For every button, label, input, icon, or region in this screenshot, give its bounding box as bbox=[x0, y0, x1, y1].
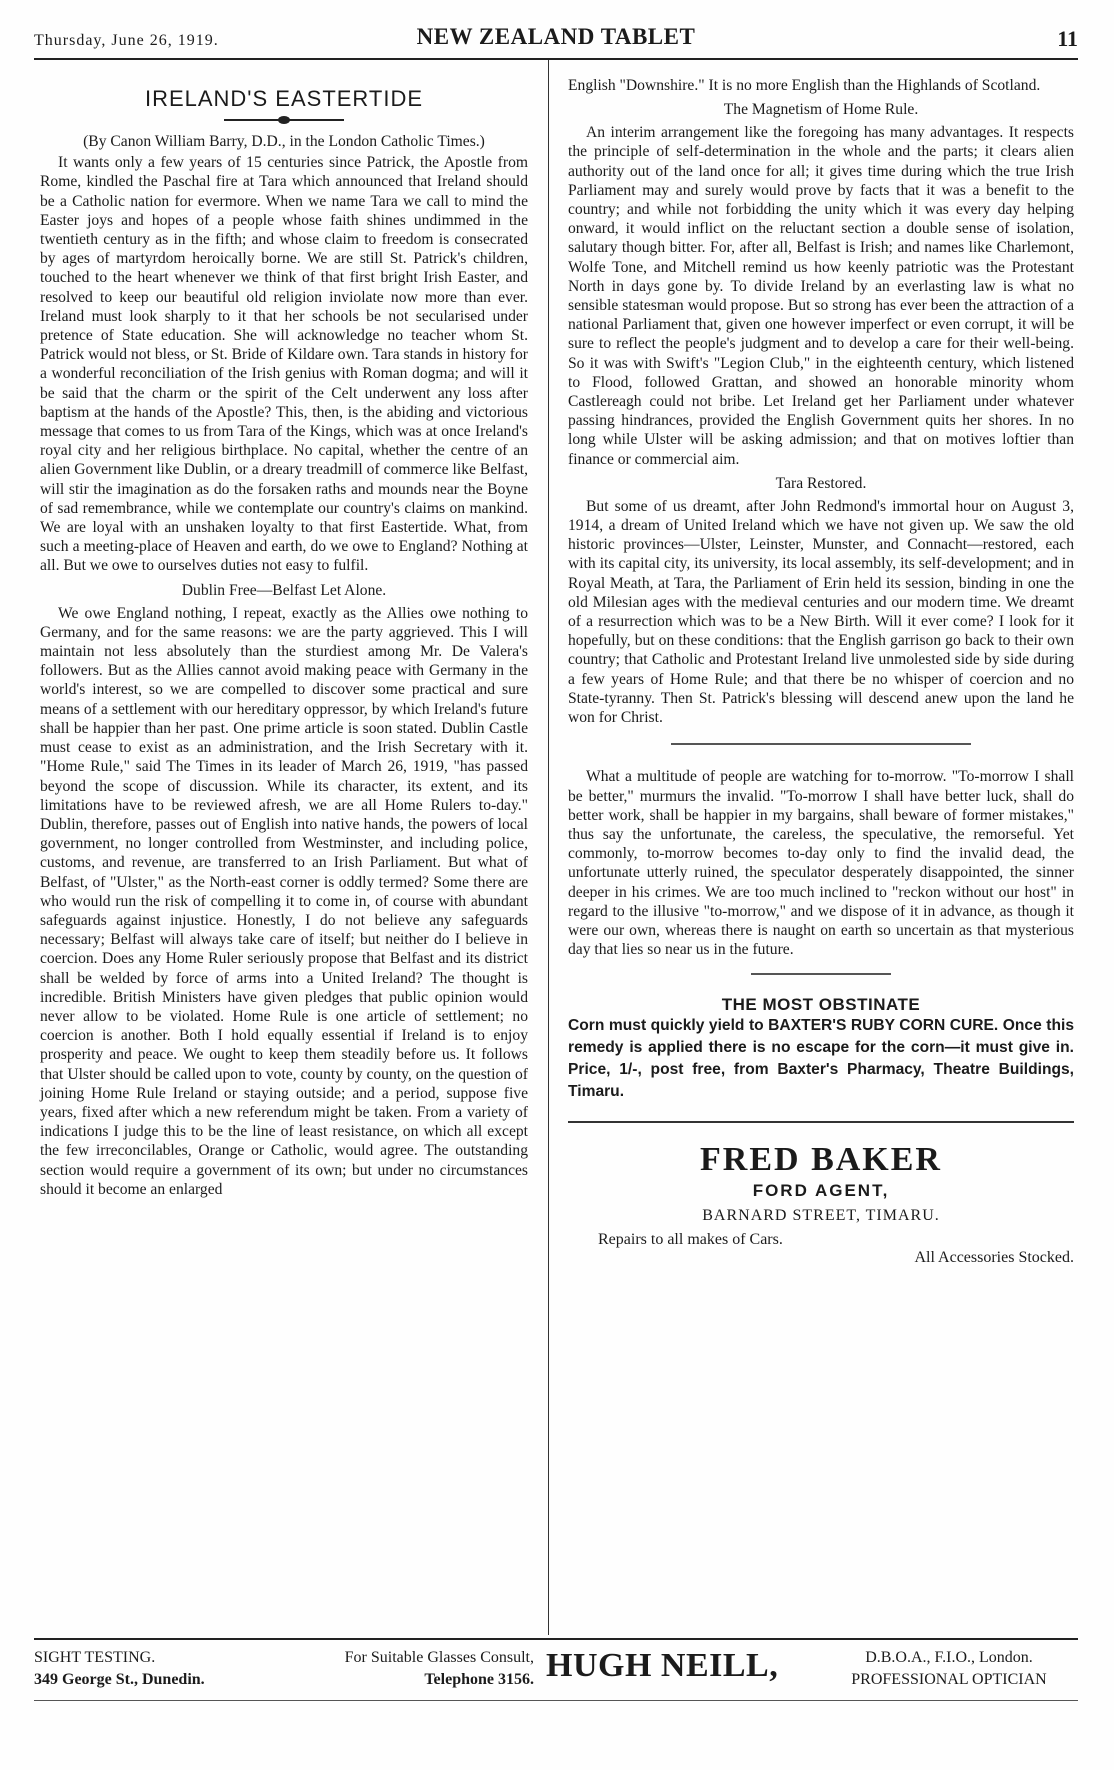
sight-testing: SIGHT TESTING. bbox=[34, 1649, 156, 1666]
optician-address: 349 George St., Dunedin. bbox=[34, 1671, 205, 1688]
filler-paragraph: What a multitude of people are watching for to-morrow. "To-morrow I shall be better," murmurs the invalid. "To-morrow I shall have better luck, shall do better work, shall be happier in my bargains, shall beware of former mistakes," thus say the unfortunate, the careless, the speculative, the remorseful. Yet commonly, to-morrow becomes to-day only to find the invalid dead, the unfortunate utterly ruined, the speculator desperately disappointed, the sinner deeper in his crimes. We are too much inclined to "reckon without our host" in regard to the illusive "to-morrow," and we dispose of it in advance, as though it were our own, whereas there is naught on earth so uncertain as that mysterious day that lies so near us in the future. bbox=[568, 768, 1074, 959]
article-paragraph: But some of us dreamt, after John Redmond's immortal hour on August 3, 1914, a dream of United Ireland which we have not given up. We saw the old historic provinces—Ulster, Leinster, Munster, and Connacht—restored, each with its capital city, its university, its local assembly, its self-development; and in Royal Meath, at Tara, the Parliament of Erin held its session, binding in one the old Milesian ages with the medieval centuries and our modern time. We dreamt of a resurrection which was to be a New Birth. Will it ever come? I look for it hopefully, but on these conditions: that the English garrison go back to their own country; that Catholic and Protestant Ireland live unmolested side by side during a few years of Home Rule; and that there be no whisper of coercion and no State-tyranny. Then St. Patrick's blessing will descend anew upon the land he won for Christ. bbox=[568, 497, 1074, 727]
baxter-ad-title: THE MOST OBSTINATE bbox=[721, 995, 921, 1015]
subhead-dublin: Dublin Free—Belfast Let Alone. bbox=[181, 581, 387, 599]
fred-baker-advertisement bbox=[568, 1141, 1074, 1267]
ad-rule bbox=[568, 1121, 1074, 1123]
masthead bbox=[34, 24, 1078, 54]
fred-baker-accessories: All Accessories Stocked. bbox=[914, 1249, 1074, 1267]
baxter-advertisement bbox=[568, 995, 1074, 1103]
footer-left bbox=[34, 1647, 534, 1691]
column-divider bbox=[548, 60, 549, 1635]
article-headline: IRELAND'S EASTERTIDE bbox=[144, 86, 424, 111]
optician-name: HUGH NEILL, bbox=[546, 1647, 779, 1684]
optician-credentials: D.B.O.A., F.I.O., London. bbox=[865, 1649, 1033, 1666]
baxter-ad-body: Corn must quickly yield to BAXTER'S RUBY CORN CURE. Once this remedy is applied there is no escape for the corn—it must give in. Price, 1/-, post free, from Baxter's Pharmacy, Theatre Buildings, Timaru. bbox=[568, 1017, 1074, 1101]
optician-telephone: Telephone 3156. bbox=[424, 1671, 534, 1688]
article-paragraph: An interim arrangement like the foregoing has many advantages. It respects the principle of self-determination in the whole and the parts; it clears alien authority out of the land once for all; it gives time during which the true Irish Parliament may and surely would prove by facts that it was a benefit to the country; and while not forbidding the unity which it was every day helping onward, it would inflict on the reluctant section a double sense of isolation, salutary though bitter. For, after all, Belfast is Irish; and names like Charlemont, Wolfe Tone, and Mitchell remind us how keenly patriotic was the Protestant North in days gone by. To divide Ireland by an everlasting law is what no sensible statesman would propose. But so strong has ever been the attraction of a national Parliament that, given one however imperfect or even corrupt, it will be sure to reflect the people's judgment and to develop a care for their well-being. So it was with Swift's "Legion Club," in the eighteenth century, which listened to Flood, followed Grattan, and showed an honorable minority whom Castlereagh could not bribe. Let Ireland get her Parliament under whatever passing hindrances, provided the English Government quits her shores. In no long while Ulster will be asking admission; and that on motives loftier than finance or commercial aim. bbox=[568, 124, 1074, 468]
fred-baker-address: BARNARD STREET, TIMARU. bbox=[702, 1207, 940, 1225]
subhead-magnetism: The Magnetism of Home Rule. bbox=[723, 101, 919, 119]
article-paragraph: We owe England nothing, I repeat, exactly as the Allies owe nothing to Germany, and for the same reasons: we are the party aggrieved. This I will maintain not less absolutely than the sturdiest among Mr. De Valera's followers. But as the Allies cannot avoid making peace with Germany in the world's interest, so we are compelled to discover some practical and sure means of a settlement with our hereditary oppressor, by which Ireland's future shall be happier than her past. One prime article is soon stated. Dublin Castle must cease to exist as an administration, and the Irish Secretary with it. "Home Rule," said The Times in its leader of March 26, 1919, "has passed beyond the scope of discussion. While its character, its extent, and its limitations have to be reviewed afresh, we are all Home Rulers to-day." Dublin, therefore, passes out of English into native hands, the powers of local government, no longer controlled from Westminster, and including police, customs, and revenue, are transferred to an Irish Parliament. But what of Belfast, of "Ulster," as the North-east corner is oddly termed? Some there are who would run the risk of compelling it to come in, of course with abundant safeguards against injustice. Honestly, I do not believe any safeguards necessary; Belfast will always take care of itself; but neither do I believe in coercion. Does any Home Ruler seriously propose that Belfast and its district shall be welded by force of arms into a United Ireland? The thought is incredible. British Ministers have given pledges that public opinion would never allow to be violated. Home Rule is one article of settlement; no coercion is another. Both I hold equally essential if Ireland is to enjoy prosperity and peace. We ought to keep them steadily before us. It follows that Ulster should be called upon to vote, county by county, on the question of joining Home Rule Ireland or staying outside; and a period, suppose five years, fixed after which a new referendum might be taken. From a variety of indications I judge this to be the line of least resistance, on which all except the few irreconcilables, Orange or Catholic, would agree. The outstanding section would require a government of its own; but under no circumstances should it become an enlarged bbox=[40, 604, 528, 1198]
left-column bbox=[40, 80, 528, 1199]
masthead-rule bbox=[34, 58, 1078, 60]
newspaper-title: NEW ZEALAND TABLET bbox=[416, 24, 696, 49]
footer-rule bbox=[34, 1638, 1078, 1640]
fred-baker-repairs: Repairs to all makes of Cars. bbox=[598, 1231, 783, 1249]
article-paragraph: English "Downshire." It is no more English than the Highlands of Scotland. bbox=[568, 77, 1041, 94]
article-byline: (By Canon William Barry, D.D., in the London Catholic Times.) bbox=[83, 133, 485, 150]
bottom-rule bbox=[34, 1700, 1078, 1701]
fred-baker-name: FRED BAKER bbox=[700, 1141, 942, 1179]
footer-right bbox=[820, 1647, 1078, 1691]
issue-date: Thursday, June 26, 1919. bbox=[34, 32, 219, 49]
fred-baker-subtitle: FORD AGENT, bbox=[752, 1181, 890, 1201]
page-number: 11 bbox=[1057, 26, 1078, 51]
article-paragraph: It wants only a few years of 15 centuries since Patrick, the Apostle from Rome, kindled the Paschal fire at Tara which announced that Ireland should be a Catholic nation for evermore. When we name Tara we call to mind the Easter joys and hopes of a people whose faith shines undimmed in the twentieth century as in the fifth; and whose claim to freedom is consecrated by ages of martyrdom heroically borne. We are still St. Patrick's children, touched to the heart whenever we think of that first bright Irish Easter, and resolved to keep our beautiful old religion inviolate now more than ever. Ireland must look sharply to it that her schools be not secularised under pretence of State education. She will acknowledge no teacher whom St. Patrick would not bless, or St. Bride of Kildare own. Tara stands in history for a wonderful reconciliation of the Irish genius with Roman dogma; and will it be said that the charm or the spirit of the Celt underwent any loss after baptism at the hands of the Apostle? This, then, is the abiding and victorious message that comes to us from Tara of the Kings, which was at once Ireland's royal city and her religious birthplace. No capital, whether the centre of an alien Government like Dublin, or a dreary treadmill of commerce like Belfast, will stir the imagination as do the forsaken raths and mounds near the Boyne of sad remembrance, while we contemplate our country's claims on mankind. We are loyal with an unshaken loyalty to that first Eastertide. What, from such a meeting-place of Heaven and earth, do we owe to England? Nothing at all. But we owe to ourselves duties not easy to fulfil. bbox=[40, 154, 528, 575]
section-divider bbox=[751, 973, 891, 975]
optician-advertisement bbox=[34, 1645, 1078, 1705]
optician-profession: PROFESSIONAL OPTICIAN bbox=[851, 1671, 1047, 1688]
consult-text: For Suitable Glasses Consult, bbox=[344, 1649, 534, 1666]
section-divider bbox=[671, 743, 971, 745]
headline-ornament bbox=[224, 116, 344, 124]
subhead-tara: Tara Restored. bbox=[775, 474, 867, 492]
right-column bbox=[568, 76, 1074, 1267]
